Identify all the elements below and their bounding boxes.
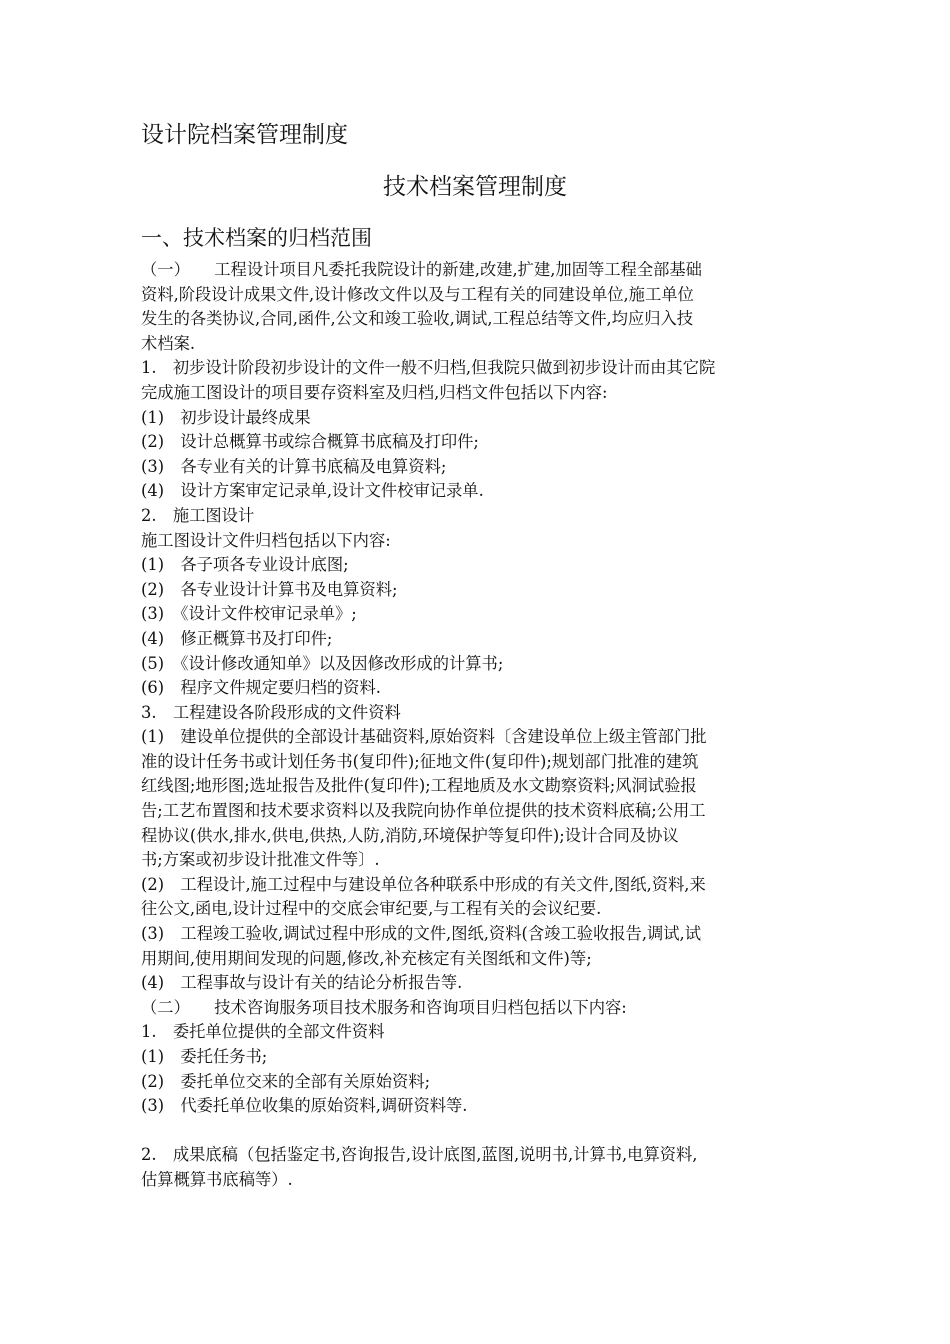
body-line: (4) 工程事故与设计有关的结论分析报告等. (141, 973, 463, 993)
body-line: (4) 修正概算书及打印件; (141, 628, 333, 648)
body-line: 程协议(供水,排水,供电,供热,人防,消防,环境保护等复印件);设计合同及协议 (141, 825, 679, 845)
body-line: 1. 初步设计阶段初步设计的文件一般不归档,但我院只做到初步设计而由其它院 (141, 358, 716, 378)
body-line: (3) 工程竣工验收,调试过程中形成的文件,图纸,资料(含竣工验收报告,调试,试 (141, 924, 702, 944)
body-line: (2) 各专业设计计算书及电算资料; (141, 579, 398, 599)
body-line: 术档案. (141, 333, 196, 353)
body-line: (2) 设计总概算书或综合概算书底稿及打印件; (141, 432, 479, 452)
body-line: 估算概算书底稿等）. (141, 1169, 293, 1189)
body-line: （二） 技术咨询服务项目技术服务和咨询项目归档包括以下内容: (141, 997, 627, 1017)
sub-title: 技术档案管理制度 (383, 174, 567, 200)
body-line: 完成施工图设计的项目要存资料室及归档,归档文件包括以下内容: (141, 382, 608, 402)
body-line: 用期间,使用期间发现的问题,修改,补充核定有关图纸和文件)等; (141, 948, 592, 968)
document-body (141, 258, 821, 1193)
body-line: 准的设计任务书或计划任务书(复印件);征地文件(复印件);规划部门批准的建筑 (141, 751, 699, 771)
section-heading: 一、技术档案的归档范围 (141, 226, 372, 250)
body-line: 红线图;地形图;选址报告及批件(复印件);工程地质及水文勘察资料;风洞试验报 (141, 776, 697, 796)
body-line: 资料,阶段设计成果文件,设计修改文件以及与工程有关的同建设单位,施工单位 (141, 284, 694, 304)
body-line: (4) 设计方案审定记录单,设计文件校审记录单. (141, 481, 484, 501)
body-line: 发生的各类协议,合同,函件,公文和竣工验收,调试,工程总结等文件,均应归入技 (141, 309, 694, 329)
body-line: 往公文,函电,设计过程中的交底会审纪要,与工程有关的会议纪要. (141, 899, 602, 919)
body-line: (1) 建设单位提供的全部设计基础资料,原始资料〔含建设单位上级主管部门批 (141, 727, 707, 747)
body-line: (2) 工程设计,施工过程中与建设单位各种联系中形成的有关文件,图纸,资料,来 (141, 874, 706, 894)
document-title: 设计院档案管理制度 (141, 122, 348, 148)
body-line: 书;方案或初步设计批准文件等〕. (141, 850, 380, 870)
body-line: 告;工艺布置图和技术要求资料以及我院向协作单位提供的技术资料底稿;公用工 (141, 801, 706, 821)
body-line: 2. 施工图设计 (141, 505, 255, 525)
body-line: (1) 初步设计最终成果 (141, 407, 311, 427)
body-line: (3) 代委托单位收集的原始资料,调研资料等. (141, 1096, 468, 1116)
body-line: (3) 各专业有关的计算书底稿及电算资料; (141, 456, 447, 476)
body-line: 3. 工程建设各阶段形成的文件资料 (141, 702, 401, 722)
body-line: 施工图设计文件归档包括以下内容: (141, 530, 391, 550)
body-line: 1. 委托单位提供的全部文件资料 (141, 1022, 385, 1042)
body-line: (5) 《设计修改通知单》以及因修改形成的计算书; (141, 653, 504, 673)
body-line: 2. 成果底稿（包括鉴定书,咨询报告,设计底图,蓝图,说明书,计算书,电算资料, (141, 1145, 698, 1165)
body-line: (2) 委托单位交来的全部有关原始资料; (141, 1071, 431, 1091)
body-line: （一） 工程设计项目凡委托我院设计的新建,改建,扩建,加固等工程全部基础 (141, 260, 702, 279)
body-line: (6) 程序文件规定要归档的资料. (141, 678, 381, 698)
body-line: (3) 《设计文件校审记录单》; (141, 604, 357, 624)
body-line: (1) 委托任务书; (141, 1047, 268, 1066)
body-line: (1) 各子项各专业设计底图; (141, 555, 349, 575)
